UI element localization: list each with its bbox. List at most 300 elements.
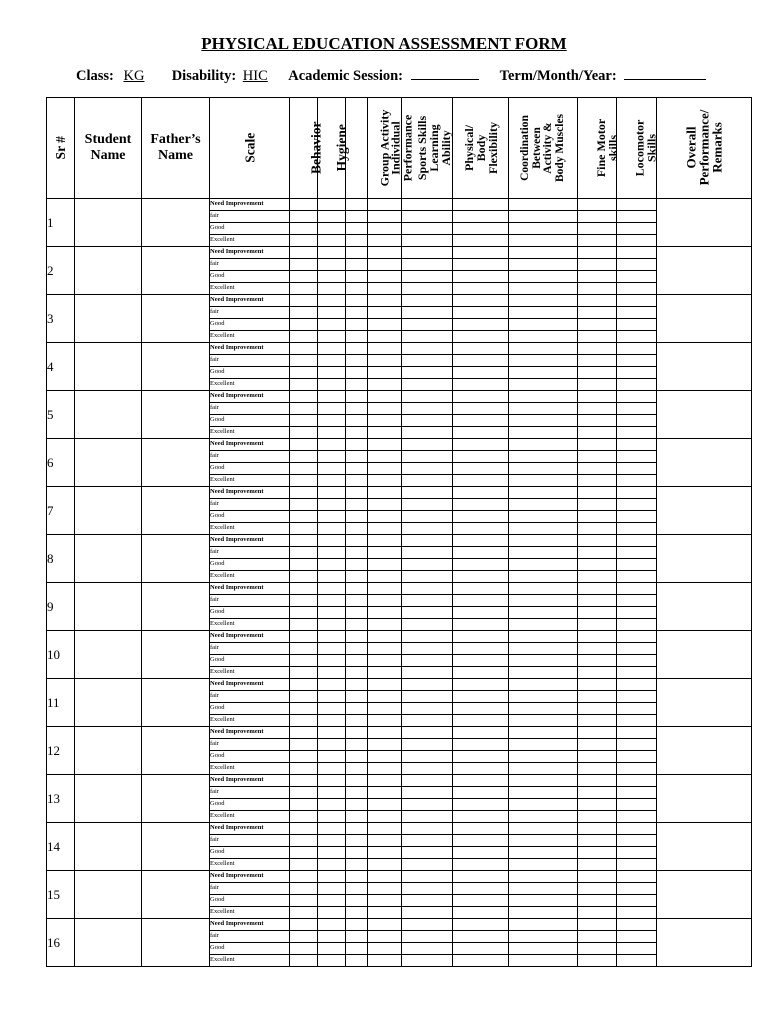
grade-cell[interactable] bbox=[402, 523, 453, 535]
grade-cell[interactable] bbox=[453, 547, 509, 559]
grade-cell[interactable] bbox=[346, 271, 368, 283]
grade-cell[interactable] bbox=[578, 223, 617, 235]
grade-cell[interactable] bbox=[290, 631, 318, 643]
grade-cell[interactable] bbox=[617, 871, 657, 883]
grade-cell[interactable] bbox=[453, 379, 509, 391]
grade-cell[interactable] bbox=[509, 451, 578, 463]
grade-cell[interactable] bbox=[290, 763, 318, 775]
grade-cell[interactable] bbox=[578, 511, 617, 523]
grade-cell[interactable] bbox=[402, 547, 453, 559]
grade-cell[interactable] bbox=[578, 211, 617, 223]
grade-cell[interactable] bbox=[509, 919, 578, 931]
grade-cell[interactable] bbox=[290, 211, 318, 223]
grade-cell[interactable] bbox=[318, 811, 346, 823]
grade-cell[interactable] bbox=[453, 535, 509, 547]
overall-remarks-cell[interactable] bbox=[657, 871, 752, 919]
grade-cell[interactable] bbox=[509, 823, 578, 835]
grade-cell[interactable] bbox=[578, 319, 617, 331]
grade-cell[interactable] bbox=[453, 907, 509, 919]
grade-cell[interactable] bbox=[617, 307, 657, 319]
grade-cell[interactable] bbox=[617, 427, 657, 439]
grade-cell[interactable] bbox=[453, 727, 509, 739]
grade-cell[interactable] bbox=[617, 703, 657, 715]
grade-cell[interactable] bbox=[509, 895, 578, 907]
grade-cell[interactable] bbox=[346, 559, 368, 571]
grade-cell[interactable] bbox=[402, 775, 453, 787]
grade-cell[interactable] bbox=[368, 499, 402, 511]
grade-cell[interactable] bbox=[509, 655, 578, 667]
grade-cell[interactable] bbox=[402, 427, 453, 439]
grade-cell[interactable] bbox=[617, 247, 657, 259]
grade-cell[interactable] bbox=[346, 619, 368, 631]
grade-cell[interactable] bbox=[453, 871, 509, 883]
grade-cell[interactable] bbox=[368, 475, 402, 487]
grade-cell[interactable] bbox=[509, 331, 578, 343]
grade-cell[interactable] bbox=[617, 823, 657, 835]
grade-cell[interactable] bbox=[617, 331, 657, 343]
grade-cell[interactable] bbox=[617, 763, 657, 775]
grade-cell[interactable] bbox=[453, 883, 509, 895]
grade-cell[interactable] bbox=[346, 739, 368, 751]
student-name-cell[interactable] bbox=[75, 199, 142, 247]
grade-cell[interactable] bbox=[578, 667, 617, 679]
grade-cell[interactable] bbox=[346, 439, 368, 451]
overall-remarks-cell[interactable] bbox=[657, 535, 752, 583]
grade-cell[interactable] bbox=[346, 571, 368, 583]
grade-cell[interactable] bbox=[578, 259, 617, 271]
grade-cell[interactable] bbox=[509, 703, 578, 715]
grade-cell[interactable] bbox=[402, 535, 453, 547]
grade-cell[interactable] bbox=[453, 559, 509, 571]
grade-cell[interactable] bbox=[617, 259, 657, 271]
grade-cell[interactable] bbox=[368, 679, 402, 691]
grade-cell[interactable] bbox=[318, 727, 346, 739]
grade-cell[interactable] bbox=[453, 775, 509, 787]
grade-cell[interactable] bbox=[578, 631, 617, 643]
grade-cell[interactable] bbox=[368, 595, 402, 607]
grade-cell[interactable] bbox=[578, 943, 617, 955]
grade-cell[interactable] bbox=[578, 439, 617, 451]
fathers-name-cell[interactable] bbox=[142, 919, 210, 967]
grade-cell[interactable] bbox=[318, 403, 346, 415]
grade-cell[interactable] bbox=[402, 295, 453, 307]
grade-cell[interactable] bbox=[318, 691, 346, 703]
grade-cell[interactable] bbox=[509, 727, 578, 739]
grade-cell[interactable] bbox=[346, 283, 368, 295]
grade-cell[interactable] bbox=[346, 535, 368, 547]
overall-remarks-cell[interactable] bbox=[657, 439, 752, 487]
grade-cell[interactable] bbox=[617, 571, 657, 583]
grade-cell[interactable] bbox=[578, 595, 617, 607]
grade-cell[interactable] bbox=[346, 499, 368, 511]
grade-cell[interactable] bbox=[453, 583, 509, 595]
grade-cell[interactable] bbox=[453, 931, 509, 943]
grade-cell[interactable] bbox=[402, 499, 453, 511]
grade-cell[interactable] bbox=[617, 775, 657, 787]
grade-cell[interactable] bbox=[578, 619, 617, 631]
grade-cell[interactable] bbox=[402, 859, 453, 871]
student-name-cell[interactable] bbox=[75, 727, 142, 775]
grade-cell[interactable] bbox=[617, 583, 657, 595]
grade-cell[interactable] bbox=[346, 835, 368, 847]
grade-cell[interactable] bbox=[346, 811, 368, 823]
grade-cell[interactable] bbox=[509, 499, 578, 511]
grade-cell[interactable] bbox=[509, 607, 578, 619]
grade-cell[interactable] bbox=[290, 871, 318, 883]
grade-cell[interactable] bbox=[290, 739, 318, 751]
fathers-name-cell[interactable] bbox=[142, 631, 210, 679]
grade-cell[interactable] bbox=[318, 343, 346, 355]
grade-cell[interactable] bbox=[509, 391, 578, 403]
overall-remarks-cell[interactable] bbox=[657, 487, 752, 535]
grade-cell[interactable] bbox=[318, 571, 346, 583]
grade-cell[interactable] bbox=[402, 739, 453, 751]
fathers-name-cell[interactable] bbox=[142, 535, 210, 583]
grade-cell[interactable] bbox=[290, 931, 318, 943]
grade-cell[interactable] bbox=[318, 583, 346, 595]
grade-cell[interactable] bbox=[346, 715, 368, 727]
grade-cell[interactable] bbox=[578, 403, 617, 415]
grade-cell[interactable] bbox=[346, 883, 368, 895]
grade-cell[interactable] bbox=[346, 319, 368, 331]
grade-cell[interactable] bbox=[509, 271, 578, 283]
grade-cell[interactable] bbox=[368, 931, 402, 943]
grade-cell[interactable] bbox=[509, 415, 578, 427]
grade-cell[interactable] bbox=[290, 487, 318, 499]
grade-cell[interactable] bbox=[617, 235, 657, 247]
grade-cell[interactable] bbox=[290, 355, 318, 367]
grade-cell[interactable] bbox=[346, 247, 368, 259]
grade-cell[interactable] bbox=[509, 295, 578, 307]
grade-cell[interactable] bbox=[509, 511, 578, 523]
grade-cell[interactable] bbox=[318, 631, 346, 643]
grade-cell[interactable] bbox=[368, 535, 402, 547]
grade-cell[interactable] bbox=[617, 727, 657, 739]
grade-cell[interactable] bbox=[290, 583, 318, 595]
grade-cell[interactable] bbox=[509, 487, 578, 499]
grade-cell[interactable] bbox=[318, 295, 346, 307]
grade-cell[interactable] bbox=[368, 799, 402, 811]
grade-cell[interactable] bbox=[346, 955, 368, 967]
grade-cell[interactable] bbox=[290, 367, 318, 379]
grade-cell[interactable] bbox=[290, 811, 318, 823]
grade-cell[interactable] bbox=[368, 559, 402, 571]
grade-cell[interactable] bbox=[290, 511, 318, 523]
grade-cell[interactable] bbox=[453, 619, 509, 631]
grade-cell[interactable] bbox=[346, 775, 368, 787]
grade-cell[interactable] bbox=[290, 451, 318, 463]
grade-cell[interactable] bbox=[578, 463, 617, 475]
grade-cell[interactable] bbox=[290, 943, 318, 955]
grade-cell[interactable] bbox=[617, 883, 657, 895]
grade-cell[interactable] bbox=[318, 331, 346, 343]
grade-cell[interactable] bbox=[318, 643, 346, 655]
grade-cell[interactable] bbox=[509, 463, 578, 475]
grade-cell[interactable] bbox=[368, 607, 402, 619]
grade-cell[interactable] bbox=[346, 463, 368, 475]
grade-cell[interactable] bbox=[617, 895, 657, 907]
grade-cell[interactable] bbox=[402, 355, 453, 367]
fathers-name-cell[interactable] bbox=[142, 727, 210, 775]
grade-cell[interactable] bbox=[453, 403, 509, 415]
grade-cell[interactable] bbox=[617, 379, 657, 391]
grade-cell[interactable] bbox=[617, 415, 657, 427]
grade-cell[interactable] bbox=[617, 931, 657, 943]
grade-cell[interactable] bbox=[368, 715, 402, 727]
grade-cell[interactable] bbox=[290, 199, 318, 211]
grade-cell[interactable] bbox=[578, 919, 617, 931]
grade-cell[interactable] bbox=[509, 631, 578, 643]
fathers-name-cell[interactable] bbox=[142, 295, 210, 343]
grade-cell[interactable] bbox=[346, 691, 368, 703]
grade-cell[interactable] bbox=[453, 895, 509, 907]
overall-remarks-cell[interactable] bbox=[657, 247, 752, 295]
grade-cell[interactable] bbox=[617, 499, 657, 511]
grade-cell[interactable] bbox=[318, 283, 346, 295]
grade-cell[interactable] bbox=[368, 655, 402, 667]
grade-cell[interactable] bbox=[578, 811, 617, 823]
grade-cell[interactable] bbox=[402, 727, 453, 739]
grade-cell[interactable] bbox=[453, 223, 509, 235]
grade-cell[interactable] bbox=[290, 331, 318, 343]
grade-cell[interactable] bbox=[346, 859, 368, 871]
grade-cell[interactable] bbox=[578, 415, 617, 427]
grade-cell[interactable] bbox=[402, 571, 453, 583]
grade-cell[interactable] bbox=[509, 559, 578, 571]
grade-cell[interactable] bbox=[402, 835, 453, 847]
student-name-cell[interactable] bbox=[75, 343, 142, 391]
grade-cell[interactable] bbox=[402, 451, 453, 463]
grade-cell[interactable] bbox=[402, 919, 453, 931]
grade-cell[interactable] bbox=[453, 607, 509, 619]
grade-cell[interactable] bbox=[368, 751, 402, 763]
grade-cell[interactable] bbox=[346, 235, 368, 247]
grade-cell[interactable] bbox=[578, 307, 617, 319]
grade-cell[interactable] bbox=[402, 631, 453, 643]
grade-cell[interactable] bbox=[346, 523, 368, 535]
grade-cell[interactable] bbox=[453, 847, 509, 859]
grade-cell[interactable] bbox=[578, 499, 617, 511]
grade-cell[interactable] bbox=[617, 391, 657, 403]
grade-cell[interactable] bbox=[402, 211, 453, 223]
grade-cell[interactable] bbox=[318, 751, 346, 763]
grade-cell[interactable] bbox=[346, 391, 368, 403]
grade-cell[interactable] bbox=[617, 907, 657, 919]
grade-cell[interactable] bbox=[290, 295, 318, 307]
grade-cell[interactable] bbox=[368, 283, 402, 295]
grade-cell[interactable] bbox=[453, 295, 509, 307]
grade-cell[interactable] bbox=[509, 319, 578, 331]
grade-cell[interactable] bbox=[453, 319, 509, 331]
grade-cell[interactable] bbox=[290, 691, 318, 703]
grade-cell[interactable] bbox=[578, 367, 617, 379]
grade-cell[interactable] bbox=[578, 931, 617, 943]
grade-cell[interactable] bbox=[368, 571, 402, 583]
grade-cell[interactable] bbox=[368, 487, 402, 499]
grade-cell[interactable] bbox=[578, 907, 617, 919]
grade-cell[interactable] bbox=[346, 511, 368, 523]
grade-cell[interactable] bbox=[402, 619, 453, 631]
grade-cell[interactable] bbox=[453, 271, 509, 283]
grade-cell[interactable] bbox=[453, 571, 509, 583]
student-name-cell[interactable] bbox=[75, 487, 142, 535]
grade-cell[interactable] bbox=[318, 355, 346, 367]
grade-cell[interactable] bbox=[509, 859, 578, 871]
disability-value[interactable]: HIC bbox=[242, 68, 268, 84]
grade-cell[interactable] bbox=[617, 859, 657, 871]
grade-cell[interactable] bbox=[578, 199, 617, 211]
grade-cell[interactable] bbox=[402, 595, 453, 607]
grade-cell[interactable] bbox=[402, 751, 453, 763]
grade-cell[interactable] bbox=[578, 715, 617, 727]
grade-cell[interactable] bbox=[453, 955, 509, 967]
grade-cell[interactable] bbox=[453, 475, 509, 487]
grade-cell[interactable] bbox=[290, 319, 318, 331]
grade-cell[interactable] bbox=[318, 499, 346, 511]
student-name-cell[interactable] bbox=[75, 919, 142, 967]
grade-cell[interactable] bbox=[578, 655, 617, 667]
grade-cell[interactable] bbox=[453, 943, 509, 955]
grade-cell[interactable] bbox=[318, 463, 346, 475]
grade-cell[interactable] bbox=[368, 295, 402, 307]
grade-cell[interactable] bbox=[402, 655, 453, 667]
grade-cell[interactable] bbox=[318, 427, 346, 439]
term-month-year-field[interactable] bbox=[624, 66, 706, 80]
grade-cell[interactable] bbox=[368, 391, 402, 403]
grade-cell[interactable] bbox=[402, 643, 453, 655]
grade-cell[interactable] bbox=[290, 271, 318, 283]
grade-cell[interactable] bbox=[453, 499, 509, 511]
grade-cell[interactable] bbox=[453, 463, 509, 475]
grade-cell[interactable] bbox=[290, 403, 318, 415]
grade-cell[interactable] bbox=[290, 307, 318, 319]
grade-cell[interactable] bbox=[578, 247, 617, 259]
grade-cell[interactable] bbox=[617, 691, 657, 703]
grade-cell[interactable] bbox=[368, 775, 402, 787]
grade-cell[interactable] bbox=[578, 571, 617, 583]
grade-cell[interactable] bbox=[578, 547, 617, 559]
grade-cell[interactable] bbox=[578, 787, 617, 799]
grade-cell[interactable] bbox=[346, 295, 368, 307]
grade-cell[interactable] bbox=[402, 223, 453, 235]
grade-cell[interactable] bbox=[509, 547, 578, 559]
overall-remarks-cell[interactable] bbox=[657, 679, 752, 727]
grade-cell[interactable] bbox=[346, 907, 368, 919]
grade-cell[interactable] bbox=[318, 379, 346, 391]
grade-cell[interactable] bbox=[346, 895, 368, 907]
grade-cell[interactable] bbox=[318, 895, 346, 907]
grade-cell[interactable] bbox=[290, 235, 318, 247]
grade-cell[interactable] bbox=[578, 487, 617, 499]
grade-cell[interactable] bbox=[453, 859, 509, 871]
grade-cell[interactable] bbox=[578, 799, 617, 811]
grade-cell[interactable] bbox=[402, 703, 453, 715]
grade-cell[interactable] bbox=[509, 643, 578, 655]
grade-cell[interactable] bbox=[290, 883, 318, 895]
grade-cell[interactable] bbox=[509, 367, 578, 379]
overall-remarks-cell[interactable] bbox=[657, 583, 752, 631]
fathers-name-cell[interactable] bbox=[142, 679, 210, 727]
grade-cell[interactable] bbox=[402, 823, 453, 835]
grade-cell[interactable] bbox=[368, 703, 402, 715]
grade-cell[interactable] bbox=[290, 667, 318, 679]
grade-cell[interactable] bbox=[509, 883, 578, 895]
student-name-cell[interactable] bbox=[75, 775, 142, 823]
grade-cell[interactable] bbox=[346, 931, 368, 943]
grade-cell[interactable] bbox=[402, 811, 453, 823]
grade-cell[interactable] bbox=[578, 751, 617, 763]
grade-cell[interactable] bbox=[453, 343, 509, 355]
grade-cell[interactable] bbox=[346, 799, 368, 811]
grade-cell[interactable] bbox=[453, 703, 509, 715]
grade-cell[interactable] bbox=[509, 583, 578, 595]
grade-cell[interactable] bbox=[318, 259, 346, 271]
grade-cell[interactable] bbox=[402, 487, 453, 499]
overall-remarks-cell[interactable] bbox=[657, 391, 752, 439]
grade-cell[interactable] bbox=[453, 511, 509, 523]
grade-cell[interactable] bbox=[453, 751, 509, 763]
grade-cell[interactable] bbox=[509, 595, 578, 607]
grade-cell[interactable] bbox=[318, 871, 346, 883]
grade-cell[interactable] bbox=[617, 535, 657, 547]
grade-cell[interactable] bbox=[617, 367, 657, 379]
grade-cell[interactable] bbox=[290, 391, 318, 403]
grade-cell[interactable] bbox=[402, 379, 453, 391]
grade-cell[interactable] bbox=[578, 283, 617, 295]
grade-cell[interactable] bbox=[453, 211, 509, 223]
overall-remarks-cell[interactable] bbox=[657, 295, 752, 343]
grade-cell[interactable] bbox=[509, 235, 578, 247]
grade-cell[interactable] bbox=[346, 343, 368, 355]
grade-cell[interactable] bbox=[402, 559, 453, 571]
grade-cell[interactable] bbox=[346, 643, 368, 655]
grade-cell[interactable] bbox=[368, 379, 402, 391]
grade-cell[interactable] bbox=[617, 787, 657, 799]
grade-cell[interactable] bbox=[453, 199, 509, 211]
grade-cell[interactable] bbox=[318, 739, 346, 751]
grade-cell[interactable] bbox=[318, 763, 346, 775]
grade-cell[interactable] bbox=[368, 631, 402, 643]
grade-cell[interactable] bbox=[453, 235, 509, 247]
grade-cell[interactable] bbox=[290, 775, 318, 787]
grade-cell[interactable] bbox=[509, 787, 578, 799]
grade-cell[interactable] bbox=[318, 955, 346, 967]
grade-cell[interactable] bbox=[368, 331, 402, 343]
grade-cell[interactable] bbox=[368, 895, 402, 907]
grade-cell[interactable] bbox=[617, 955, 657, 967]
grade-cell[interactable] bbox=[318, 271, 346, 283]
grade-cell[interactable] bbox=[578, 763, 617, 775]
grade-cell[interactable] bbox=[617, 847, 657, 859]
grade-cell[interactable] bbox=[617, 943, 657, 955]
grade-cell[interactable] bbox=[617, 835, 657, 847]
grade-cell[interactable] bbox=[368, 523, 402, 535]
grade-cell[interactable] bbox=[318, 547, 346, 559]
grade-cell[interactable] bbox=[318, 859, 346, 871]
grade-cell[interactable] bbox=[402, 955, 453, 967]
grade-cell[interactable] bbox=[509, 427, 578, 439]
grade-cell[interactable] bbox=[578, 379, 617, 391]
grade-cell[interactable] bbox=[509, 199, 578, 211]
grade-cell[interactable] bbox=[453, 247, 509, 259]
grade-cell[interactable] bbox=[402, 259, 453, 271]
grade-cell[interactable] bbox=[509, 943, 578, 955]
grade-cell[interactable] bbox=[402, 847, 453, 859]
grade-cell[interactable] bbox=[402, 391, 453, 403]
grade-cell[interactable] bbox=[318, 235, 346, 247]
grade-cell[interactable] bbox=[402, 895, 453, 907]
grade-cell[interactable] bbox=[346, 547, 368, 559]
